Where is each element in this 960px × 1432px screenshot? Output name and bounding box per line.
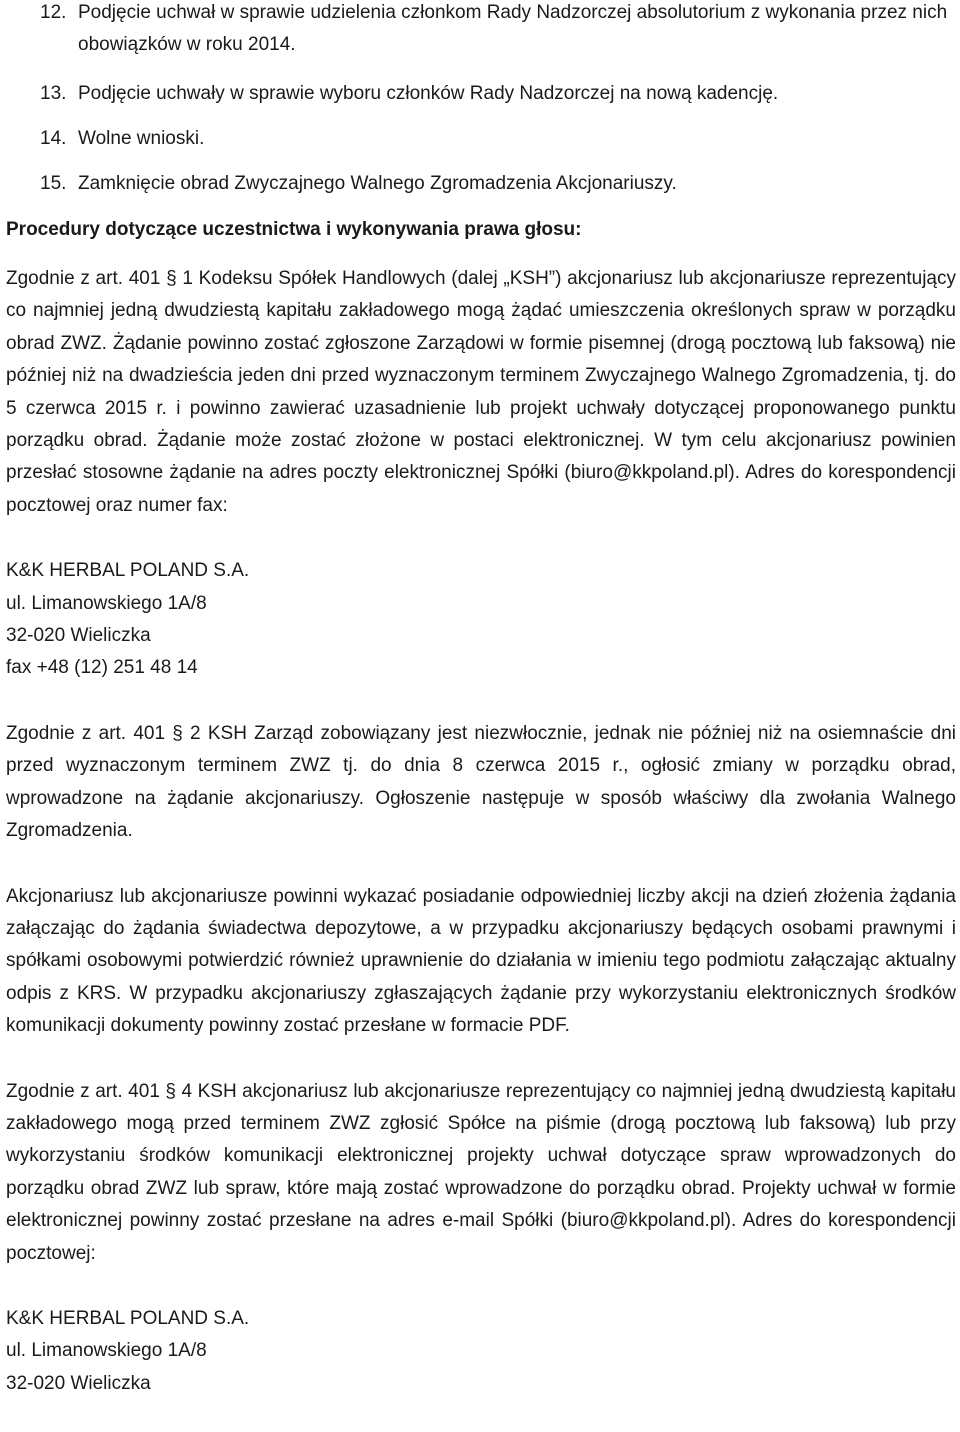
agenda-number: 12. [40,2,67,23]
agenda-text: Podjęcie uchwał w sprawie udzielenia członkom Rady Nadzorczej absolutorium z wykonania przez nich obowiązków w roku 2014. [78,2,948,55]
agenda-item-12 [40,0,956,61]
agenda-list [6,0,956,200]
agenda-text: Wolne wnioski. [78,128,205,149]
address-company: K&K HERBAL POLAND S.A. [6,560,250,582]
address-block-1 [6,555,956,685]
agenda-item-15 [40,168,956,200]
agenda-number: 14. [40,128,67,149]
paragraph-art-401-1: Zgodnie z art. 401 § 1 Kodeksu Spółek Handlowych (dalej „KSH”) akcjonariusz lub akcjonariusze reprezentujący co najmniej jedną dwudziestą kapitału zakładowego mogą żądać umieszczenia określonych spraw w porządku obrad ZWZ. Żądanie powinno zostać zgłoszone Zarządowi w formie pisemnej (drogą pocztową lub faksową) nie później niż na dwadzieścia jeden dni przed wyznaczonym terminem Zwyczajnego Walnego Zgromadzenia, tj. do 5 czerwca 2015 r. i powinno zawierać uzasadnienie lub projekt uchwały dotyczącej proponowanego punktu porządku obrad. Żądanie może zostać złożone w postaci elektronicznej. W tym celu akcjonariusz powinien przesłać stosowne żądanie na adres poczty elektronicznej Spółki (biuro@kkpoland.pl). Adres do korespondencji pocztowej oraz numer fax: [6,268,956,516]
address-company: K&K HERBAL POLAND S.A. [6,1307,250,1329]
paragraph-art-401-4: Zgodnie z art. 401 § 4 KSH akcjonariusz lub akcjonariusze reprezentujący co najmniej jedną dwudziestą kapitału zakładowego mogą przed terminem ZWZ zgłosić Spółce na piśmie (drogą pocztową lub faksową) lub przy wykorzystaniu środków komunikacji elektronicznej projekty uchwał dotyczące spraw wprowadzonych do porządku obrad ZWZ lub spraw, które mają zostać wprowadzone do porządku obrad. Projekty uchwał w formie elektronicznej powinny zostać przesłane na adres e-mail Spółki (biuro@kkpoland.pl). Adres do korespondencji pocztowej: [6,1080,956,1264]
agenda-item-14 [40,123,956,155]
address-block-2 [6,1303,956,1400]
agenda-number: 13. [40,83,67,104]
address-street: ul. Limanowskiego 1A/8 [6,1340,207,1362]
address-city: 32-020 Wieliczka [6,625,151,647]
paragraph-shareholder-proof: Akcjonariusz lub akcjonariusze powinni wykazać posiadanie odpowiedniej liczby akcji na dzień złożenia żądania załączając do żądania świadectwa depozytowe, a w przypadku akcjonariuszy będących osobami prawnymi i spółkami osobowymi potwierdzić również uprawnienie do działania w imieniu tego podmiotu załączając aktualny odpis z KRS. W przypadku akcjonariuszy zgłaszających żądanie przy wykorzystaniu elektronicznych środków komunikacji dokumenty powinny zostać przesłane w formacie PDF. [6,885,956,1037]
paragraph-art-401-2: Zgodnie z art. 401 § 2 KSH Zarząd zobowiązany jest niezwłocznie, jednak nie później niż na osiemnaście dni przed wyznaczonym terminem ZWZ tj. do dnia 8 czerwca 2015 r., ogłosić zmiany w porządku obrad, wprowadzone na żądanie akcjonariuszy. Ogłoszenie następuje w sposób właściwy dla zwołania Walnego Zgromadzenia. [6,722,956,842]
address-city: 32-020 Wieliczka [6,1372,151,1394]
agenda-text: Podjęcie uchwały w sprawie wyboru członków Rady Nadzorczej na nową kadencję. [78,83,779,104]
agenda-item-13 [40,78,956,110]
agenda-number: 15. [40,173,67,194]
address-fax: fax +48 (12) 251 48 14 [6,657,198,679]
agenda-text: Zamknięcie obrad Zwyczajnego Walnego Zgromadzenia Akcjonariuszy. [78,173,677,194]
address-street: ul. Limanowskiego 1A/8 [6,592,207,614]
section-heading: Procedury dotyczące uczestnictwa i wykonywania prawa głosu: [6,219,582,240]
